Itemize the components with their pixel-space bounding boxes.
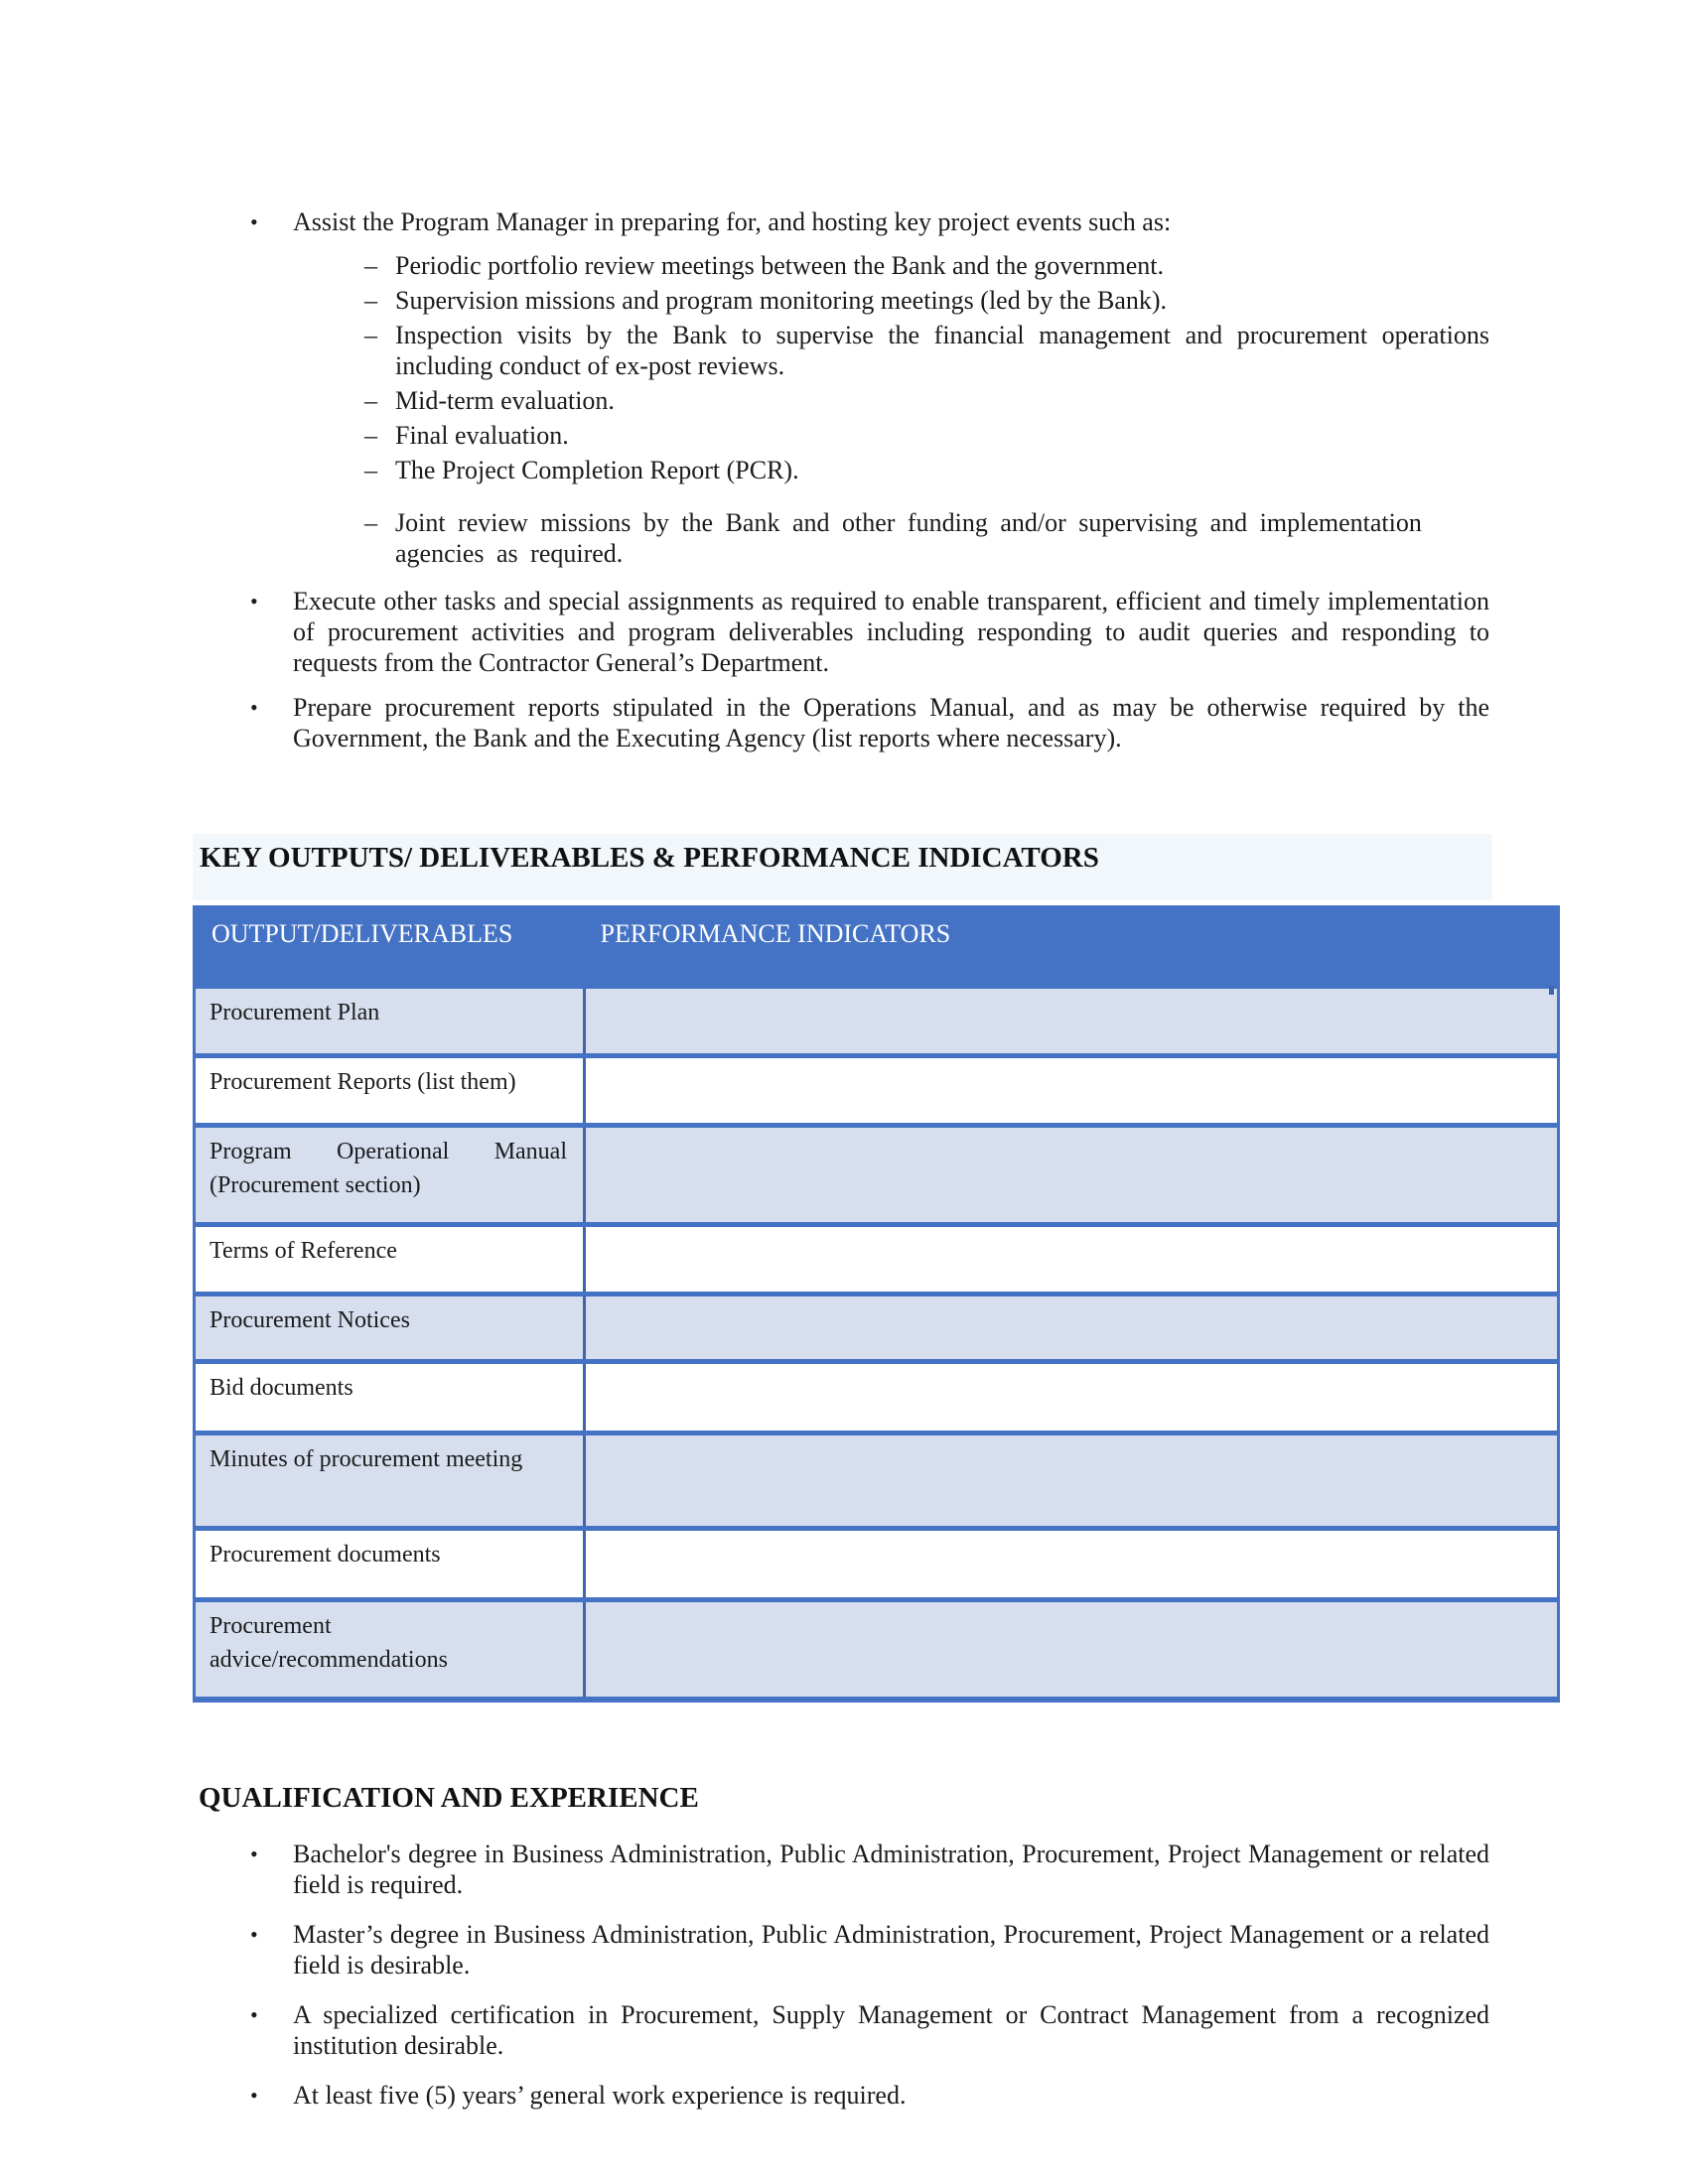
qualification-bullet-text: A specialized certification in Procurement, Supply Management or Contract Management from a recognized institution desirable. [293, 1999, 1489, 2060]
list-item [364, 285, 1489, 316]
dash-icon: – [364, 421, 377, 450]
qualification-bullet-text: Bachelor's degree in Business Administration, Public Administration, Procurement, Project Management or related field is required. [293, 1839, 1489, 1899]
table-row [195, 1225, 1559, 1295]
list-item [364, 250, 1489, 281]
duties-list [0, 206, 1688, 237]
table-border-nub-artifact [1549, 986, 1554, 995]
qualification-title-wrap [199, 1781, 1688, 1815]
table-row [195, 1126, 1559, 1225]
indicator-cell [585, 1225, 1559, 1295]
indicator-cell [585, 1600, 1559, 1700]
outputs-indicators-table [193, 905, 1560, 1703]
qualification-bullet-text: At least five (5) years’ general work experience is required. [293, 2080, 907, 2110]
qualification-section-title: QUALIFICATION AND EXPERIENCE [199, 1781, 699, 1814]
list-item [250, 692, 1489, 753]
column-header-indicators: PERFORMANCE INDICATORS [585, 907, 1559, 987]
column-header-output: OUTPUT/DELIVERABLES [195, 907, 585, 987]
sub-bullet-text: Inspection visits by the Bank to supervise the financial management and procurement operations including conduct of ex-post reviews. [395, 321, 1489, 380]
indicator-cell [585, 1529, 1559, 1600]
table-row [195, 1056, 1559, 1126]
sub-bullet-text: Joint review missions by the Bank and other funding and/or supervising and implementation agencies as required. [395, 508, 1422, 568]
list-item [364, 385, 1489, 416]
list-item [364, 455, 1489, 485]
sub-bullet-text: Mid-term evaluation. [395, 386, 615, 415]
section-title-highlight [193, 834, 1492, 900]
list-item [250, 2080, 1489, 2111]
key-events-sublist [0, 250, 1688, 569]
sub-bullet-text: Periodic portfolio review meetings between the Bank and the government. [395, 251, 1164, 280]
indicator-cell [585, 1433, 1559, 1529]
dash-icon: – [364, 508, 377, 537]
output-cell: Terms of Reference [195, 1225, 585, 1295]
bullet-icon: • [250, 1841, 258, 1866]
output-cell: Bid documents [195, 1362, 585, 1433]
table-row [195, 1433, 1559, 1529]
sub-bullet-text: Final evaluation. [395, 421, 569, 450]
output-cell: Procurement Plan [195, 987, 585, 1056]
dash-icon: – [364, 456, 377, 484]
qualification-list [0, 1839, 1688, 2111]
output-cell: Procurement Reports (list them) [195, 1056, 585, 1126]
dash-icon: – [364, 321, 377, 349]
dash-icon: – [364, 286, 377, 315]
duties-list-continued [0, 586, 1688, 753]
list-item [250, 1839, 1489, 1900]
sub-bullet-text: The Project Completion Report (PCR). [395, 456, 799, 484]
output-cell: Minutes of procurement meeting [195, 1433, 585, 1529]
output-cell: Procurement advice/recommendations [195, 1600, 585, 1700]
indicator-cell [585, 1295, 1559, 1362]
key-outputs-section-title: KEY OUTPUTS/ DELIVERABLES & PERFORMANCE INDICATORS [200, 842, 1099, 874]
bullet-icon: • [250, 2001, 258, 2027]
table-row [195, 1600, 1559, 1700]
duty-bullet-text: Execute other tasks and special assignments as required to enable transparent, efficient and timely implementation of procurement activities and program deliverables including responding to audit queries and responding to requests from the Contractor General’s Department. [293, 587, 1489, 677]
dash-icon: – [364, 386, 377, 415]
list-item [250, 206, 1489, 237]
table-row [195, 1295, 1559, 1362]
table-row [195, 987, 1559, 1056]
duty-intro-text: Assist the Program Manager in preparing for, and hosting key project events such as: [293, 207, 1172, 236]
bullet-icon: • [250, 589, 258, 614]
qualification-bullet-text: Master’s degree in Business Administration, Public Administration, Procurement, Project Management or a related field is desirable. [293, 1919, 1489, 1979]
list-item [364, 320, 1489, 381]
indicator-cell [585, 1362, 1559, 1433]
list-item [250, 586, 1489, 678]
bullet-icon: • [250, 1921, 258, 1947]
indicator-cell [585, 1126, 1559, 1225]
list-item [364, 420, 1489, 451]
list-item [250, 1999, 1489, 2061]
table-row [195, 1529, 1559, 1600]
output-cell: Procurement Notices [195, 1295, 585, 1362]
bullet-icon: • [250, 695, 258, 720]
sub-bullet-text: Supervision missions and program monitoring meetings (led by the Bank). [395, 286, 1168, 315]
table-row [195, 1362, 1559, 1433]
table-header-row [195, 907, 1559, 987]
output-cell: Program Operational Manual (Procurement section) [195, 1126, 585, 1225]
list-item [364, 507, 1489, 569]
bullet-icon: • [250, 2082, 258, 2108]
indicator-cell [585, 987, 1559, 1056]
duty-bullet-text: Prepare procurement reports stipulated in the Operations Manual, and as may be otherwise required by the Government, the Bank and the Executing Agency (list reports where necessary). [293, 693, 1489, 752]
dash-icon: – [364, 251, 377, 280]
indicator-cell [585, 1056, 1559, 1126]
output-cell: Procurement documents [195, 1529, 585, 1600]
table-header-notch-artifact [1485, 983, 1505, 989]
bullet-icon: • [250, 209, 258, 234]
list-item [250, 1919, 1489, 1980]
